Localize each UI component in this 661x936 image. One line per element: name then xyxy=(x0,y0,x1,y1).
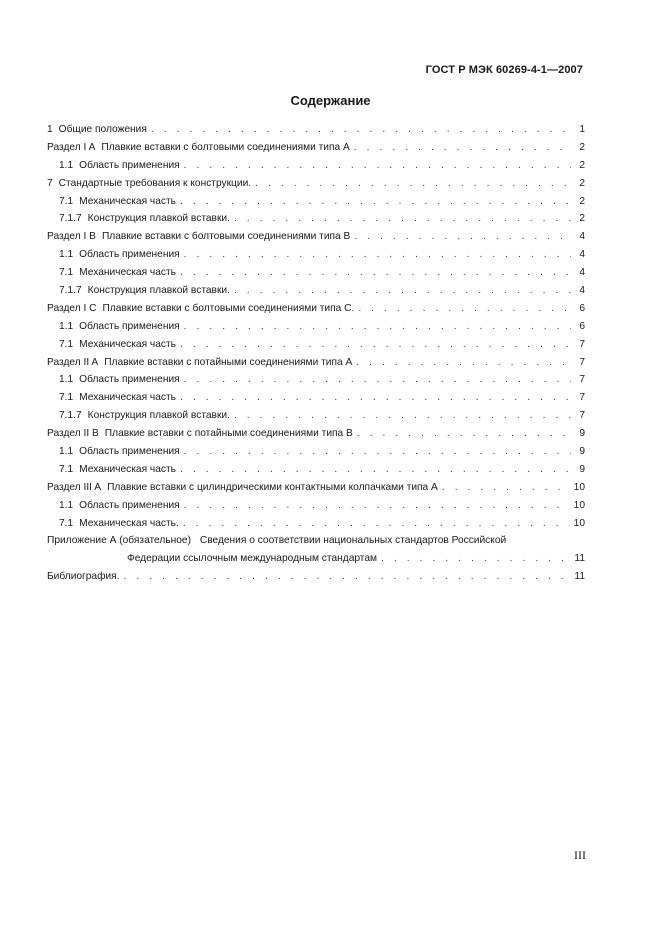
dot-leader xyxy=(180,193,571,211)
toc-entry-title: Механическая часть xyxy=(79,463,176,475)
toc-entry[interactable] xyxy=(47,354,585,372)
toc-entry[interactable] xyxy=(47,318,585,336)
dot-leader xyxy=(124,568,571,586)
toc-entry-number: 1.1 xyxy=(59,320,74,332)
dot-leader xyxy=(356,354,571,372)
standard-designation: ГОСТ Р МЭК 60269-4-1—2007 xyxy=(425,64,583,76)
page-number: III xyxy=(574,848,586,862)
toc-entry-number: 7.1.7 xyxy=(59,410,82,422)
toc-entry-page: 10 xyxy=(573,499,585,511)
toc-entry[interactable] xyxy=(47,210,585,228)
toc-entry-page: 6 xyxy=(579,302,585,314)
toc-entry-number: 7.1.7 xyxy=(59,285,82,296)
toc-entry[interactable] xyxy=(47,264,585,282)
table-of-contents xyxy=(47,121,585,586)
toc-appendix-entry[interactable] xyxy=(47,532,585,568)
toc-entry-page: 7 xyxy=(579,374,585,386)
toc-entry-title: Область применения xyxy=(79,249,180,261)
toc-entry-number: Раздел I B xyxy=(47,231,96,243)
toc-entry-title: Плавкие вставки с цилиндрическими контактными колпачками типа А xyxy=(107,481,438,493)
toc-entry-title: Конструкция плавкой вставки. xyxy=(87,213,230,225)
dot-leader xyxy=(357,425,571,443)
dot-leader xyxy=(180,336,571,354)
toc-entry-page: 2 xyxy=(579,195,585,207)
dot-leader xyxy=(234,407,571,425)
toc-bibliography-entry[interactable] xyxy=(47,568,585,586)
dot-leader xyxy=(354,139,571,157)
toc-entry-page: 7 xyxy=(579,338,585,350)
dot-leader xyxy=(184,246,571,264)
toc-entry-page: 4 xyxy=(579,285,585,296)
toc-entry[interactable] xyxy=(47,336,585,354)
toc-entry-page: 7 xyxy=(579,356,585,368)
toc-entry-title: Механическая часть xyxy=(79,267,176,279)
toc-entry[interactable] xyxy=(47,497,585,515)
toc-entry-number: 7.1 xyxy=(59,267,74,279)
dot-leader xyxy=(184,443,571,461)
dot-leader xyxy=(180,264,571,282)
toc-entry-title: Область применения xyxy=(79,159,180,171)
toc-entry-page: 7 xyxy=(579,410,585,422)
toc-entry-title: Конструкция плавкой вставки. xyxy=(87,410,230,422)
dot-leader xyxy=(442,479,570,497)
toc-entry-title: Механическая часть xyxy=(79,338,176,350)
dot-leader xyxy=(180,461,571,479)
toc-entry[interactable] xyxy=(47,193,585,211)
toc-entry-title: Механическая часть xyxy=(79,392,176,404)
dot-leader xyxy=(354,228,571,246)
toc-entry[interactable] xyxy=(47,282,585,300)
toc-entry-title: Плавкие вставки с потайными соединениями типа В xyxy=(104,428,353,440)
toc-entry-number: 7.1 xyxy=(59,392,74,404)
appendix-title-line2: Федерации ссылочным международным стандартам xyxy=(127,553,378,565)
toc-entry-title: Область применения xyxy=(79,320,180,332)
appendix-label: Приложение А (обязательное) xyxy=(47,535,191,547)
dot-leader xyxy=(381,550,570,568)
toc-entry-number: 7.1 xyxy=(59,195,74,207)
toc-entry[interactable] xyxy=(47,228,585,246)
toc-entry-number: 1.1 xyxy=(59,446,74,458)
dot-leader xyxy=(184,157,571,175)
appendix-page: 11 xyxy=(574,553,585,565)
toc-entry-title: Стандартные требования к конструкции. xyxy=(58,177,252,189)
toc-entry-number: 7.1 xyxy=(59,517,74,529)
toc-entry-page: 2 xyxy=(579,177,585,189)
toc-entry[interactable] xyxy=(47,461,585,479)
bibliography-label: Библиография. xyxy=(47,571,120,583)
toc-entry[interactable] xyxy=(47,425,585,443)
toc-entry-number: 7.1 xyxy=(59,463,74,475)
toc-entry-title: Плавкие вставки с потайными соединениями типа А xyxy=(104,356,353,368)
toc-entry-number: Раздел II A xyxy=(47,356,99,368)
toc-entry-page: 9 xyxy=(579,446,585,458)
dot-leader xyxy=(184,497,570,515)
dot-leader xyxy=(151,121,571,139)
dot-leader xyxy=(358,300,571,318)
toc-entry-title: Область применения xyxy=(79,446,180,458)
toc-entry[interactable] xyxy=(47,371,585,389)
toc-entry[interactable] xyxy=(47,479,585,497)
toc-entry-title: Область применения xyxy=(79,374,180,386)
toc-entry-title: Механическая часть xyxy=(79,195,176,207)
toc-entry[interactable] xyxy=(47,515,585,533)
toc-entry-title: Конструкция плавкой вставки. xyxy=(87,285,230,296)
dot-leader xyxy=(234,282,571,300)
toc-entry[interactable] xyxy=(47,443,585,461)
toc-entry-number: Раздел I A xyxy=(47,141,96,153)
toc-entry-number: 7 xyxy=(47,177,53,189)
dot-leader xyxy=(184,318,571,336)
toc-entry-title: Плавкие вставки с болтовыми соединениями типа С. xyxy=(102,302,355,314)
toc-entry[interactable] xyxy=(47,246,585,264)
toc-entry-number: Раздел II B xyxy=(47,428,99,440)
toc-entry[interactable] xyxy=(47,389,585,407)
toc-entry-number: Раздел III A xyxy=(47,481,102,493)
dot-leader xyxy=(180,389,571,407)
toc-entry-page: 4 xyxy=(579,231,585,243)
toc-entry-page: 7 xyxy=(579,392,585,404)
toc-entry-title: Плавкие вставки с болтовыми соединениями типа А xyxy=(101,141,350,153)
toc-entry-number: 7.1.7 xyxy=(59,213,82,225)
toc-entry-page: 2 xyxy=(579,159,585,171)
toc-entry[interactable] xyxy=(47,157,585,175)
toc-entry[interactable] xyxy=(47,407,585,425)
toc-entry-page: 1 xyxy=(579,123,585,135)
page-title: Содержание xyxy=(290,93,371,108)
dot-leader xyxy=(184,371,571,389)
toc-entry-number: 1.1 xyxy=(59,499,74,511)
bibliography-page: 11 xyxy=(574,571,585,583)
dot-leader xyxy=(183,515,570,533)
toc-entry-title: Область применения xyxy=(79,499,180,511)
toc-entry-number: 1.1 xyxy=(59,374,74,386)
toc-entry-page: 2 xyxy=(579,141,585,153)
toc-entry[interactable] xyxy=(47,139,585,157)
toc-entry-page: 10 xyxy=(573,481,585,493)
toc-entry-title: Механическая часть. xyxy=(79,517,179,529)
toc-entry-page: 6 xyxy=(579,320,585,332)
toc-entry-number: Раздел I C xyxy=(47,302,97,314)
toc-entry-page: 4 xyxy=(579,267,585,279)
toc-entry-title: Плавкие вставки с болтовыми соединениями типа В xyxy=(101,231,351,243)
toc-entry-page: 4 xyxy=(579,249,585,261)
toc-entry-number: 1 xyxy=(47,123,53,135)
toc-entry-title: Общие положения xyxy=(58,123,147,135)
toc-entry-page: 9 xyxy=(579,428,585,440)
appendix-title-line1: Сведения о соответствии национальных стандартов Российской xyxy=(199,535,507,547)
toc-entry-page: 10 xyxy=(573,517,585,529)
toc-entry[interactable] xyxy=(47,175,585,193)
toc-entry[interactable] xyxy=(47,121,585,139)
toc-entry-number: 1.1 xyxy=(59,249,74,261)
toc-entry-page: 9 xyxy=(579,463,585,475)
toc-entry-number: 7.1 xyxy=(59,338,74,350)
dot-leader xyxy=(255,175,571,193)
toc-entry[interactable] xyxy=(47,300,585,318)
toc-entry-number: 1.1 xyxy=(59,159,74,171)
dot-leader xyxy=(234,210,571,228)
toc-entry-page: 2 xyxy=(579,213,585,225)
